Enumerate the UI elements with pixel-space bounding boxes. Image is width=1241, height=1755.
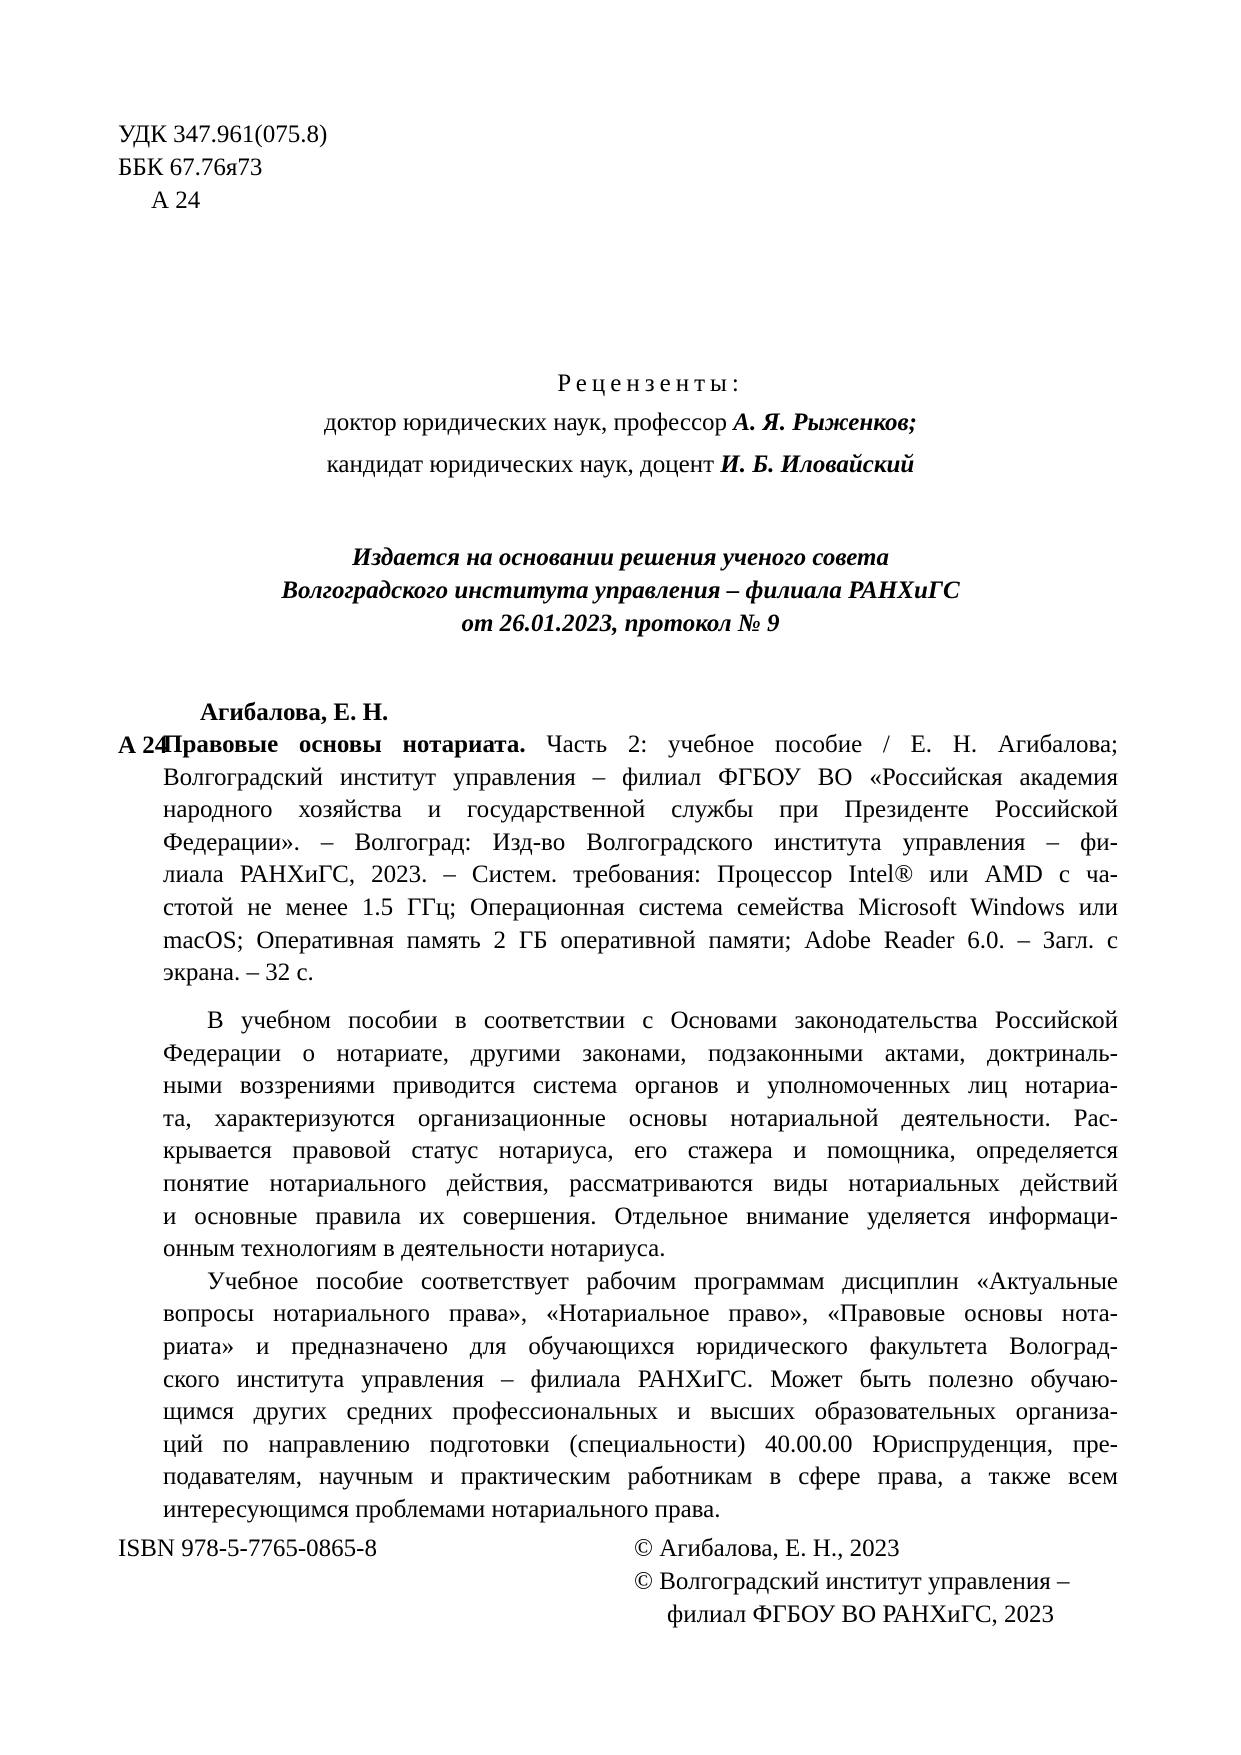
classification-codes	[118, 118, 327, 217]
book-title: Правовые основы нотариата.	[163, 731, 526, 758]
reviewer-2-title: кандидат юридических наук, доцент	[326, 451, 721, 478]
abstract-p1-line: В учебном пособии в соответствии с Основами законодательства Российской	[207, 1007, 1118, 1034]
abstract-p2-line: ций по направлению подготовки (специальности) 40.00.00 Юриспруденция, пре-	[163, 1430, 1118, 1458]
bbk-code: ББК 67.76я73	[118, 154, 263, 181]
abstract-p2-line: подавателям, научным и практическим работникам в сфере права, а также всем	[163, 1463, 1118, 1491]
bibliographic-line	[163, 729, 1118, 762]
bibliographic-code: А 24	[118, 732, 168, 759]
reviewer-2	[0, 444, 1241, 486]
abstract-p1-line: понятие нотариального действия, рассматриваются виды нотариальных действий	[163, 1169, 1118, 1197]
reviewer-1-title: доктор юридических наук, профессор	[324, 409, 734, 436]
abstract-p2-line: вопросы нотариального права», «Нотариальное право», «Правовые основы нота-	[163, 1300, 1118, 1328]
copyright-author: © Агибалова, Е. Н., 2023	[634, 1535, 900, 1562]
reviewer-1	[0, 402, 1241, 444]
reviewer-1-name: А. Я. Рыженков;	[733, 409, 917, 436]
reviewers-block	[0, 366, 1241, 486]
abstract-p2-line: щимся других средних профессиональных и высших образовательных организа-	[163, 1398, 1118, 1426]
abstract-p1-line: Федерации о нотариате, другими законами, подзаконными актами, доктриналь-	[163, 1039, 1118, 1067]
bibliographic-line: народного хозяйства и государственной службы при Президенте Российской	[163, 796, 1118, 824]
author-heading: Агибалова, Е. Н.	[200, 699, 389, 726]
abstract-p2-line: риата» и предназначено для обучающихся юридического факультета Волоград-	[163, 1332, 1118, 1360]
bibliographic-record	[163, 729, 1118, 990]
publication-basis-line: Издается на основании решения ученого совета	[352, 544, 889, 571]
abstract-p1-line: и основные правила их совершения. Отдельное внимание уделяется информаци-	[163, 1202, 1118, 1230]
author-sign: А 24	[151, 187, 201, 214]
copyright-institute: © Волгоградский институт управления –	[634, 1568, 1070, 1595]
udk-code: УДК 347.961(075.8)	[118, 121, 328, 148]
bibliographic-line: стотой не менее 1.5 ГГц; Операционная система семейства Microsoft Windows или	[163, 893, 1118, 921]
isbn: ISBN 978-5-7765-0865-8	[118, 1535, 378, 1562]
bibliographic-line: лиала РАНХиГС, 2023. – Систем. требования: Процессор Intel® или AMD с ча-	[163, 861, 1118, 889]
bibliographic-line: экрана. – 32 с.	[163, 959, 314, 987]
publication-basis	[0, 541, 1241, 640]
abstract-p1-line: онным технологиям в деятельности нотариуса.	[163, 1235, 666, 1263]
copyright-block	[634, 1532, 1069, 1631]
publication-basis-line: от 26.01.2023, протокол № 9	[461, 610, 780, 637]
abstract-p1-line: крывается правовой статус нотариуса, его стажера и помощника, определяется	[163, 1137, 1118, 1165]
reviewer-2-name: И. Б. Иловайский	[720, 451, 915, 478]
bibliographic-line: macOS; Оперативная память 2 ГБ оперативной памяти; Adobe Reader 6.0. – Загл. с	[163, 926, 1118, 954]
bibliographic-text: Часть 2: учебное пособие / Е. Н. Агибалова;	[525, 731, 1118, 758]
abstract-p1-line: ными воззрениями приводится система органов и уполномоченных лиц нотариа-	[163, 1072, 1118, 1100]
copyright-institute-cont: филиал ФГБОУ ВО РАНХиГС, 2023	[667, 1601, 1054, 1628]
abstract-p2-line: интересующимся проблемами нотариального права.	[163, 1495, 721, 1523]
publication-basis-line: Волгоградского института управления – филиала РАНХиГС	[281, 577, 960, 604]
abstract-p2-line: ского института управления – филиала РАНХиГС. Может быть полезно обучаю-	[163, 1365, 1118, 1393]
abstract	[163, 1005, 1118, 1527]
bibliographic-line: Волгоградский институт управления – филиал ФГБОУ ВО «Российская академия	[163, 763, 1118, 791]
abstract-p2-line: Учебное пособие соответствует рабочим программам дисциплин «Актуальные	[207, 1267, 1118, 1295]
reviewers-heading: Рецензенты:	[557, 370, 744, 397]
abstract-p1-line: та, характеризуются организационные основы нотариальной деятельности. Рас-	[163, 1104, 1118, 1132]
bibliographic-line: Федерации». – Волгоград: Изд-во Волгоградского института управления – фи-	[163, 828, 1118, 856]
